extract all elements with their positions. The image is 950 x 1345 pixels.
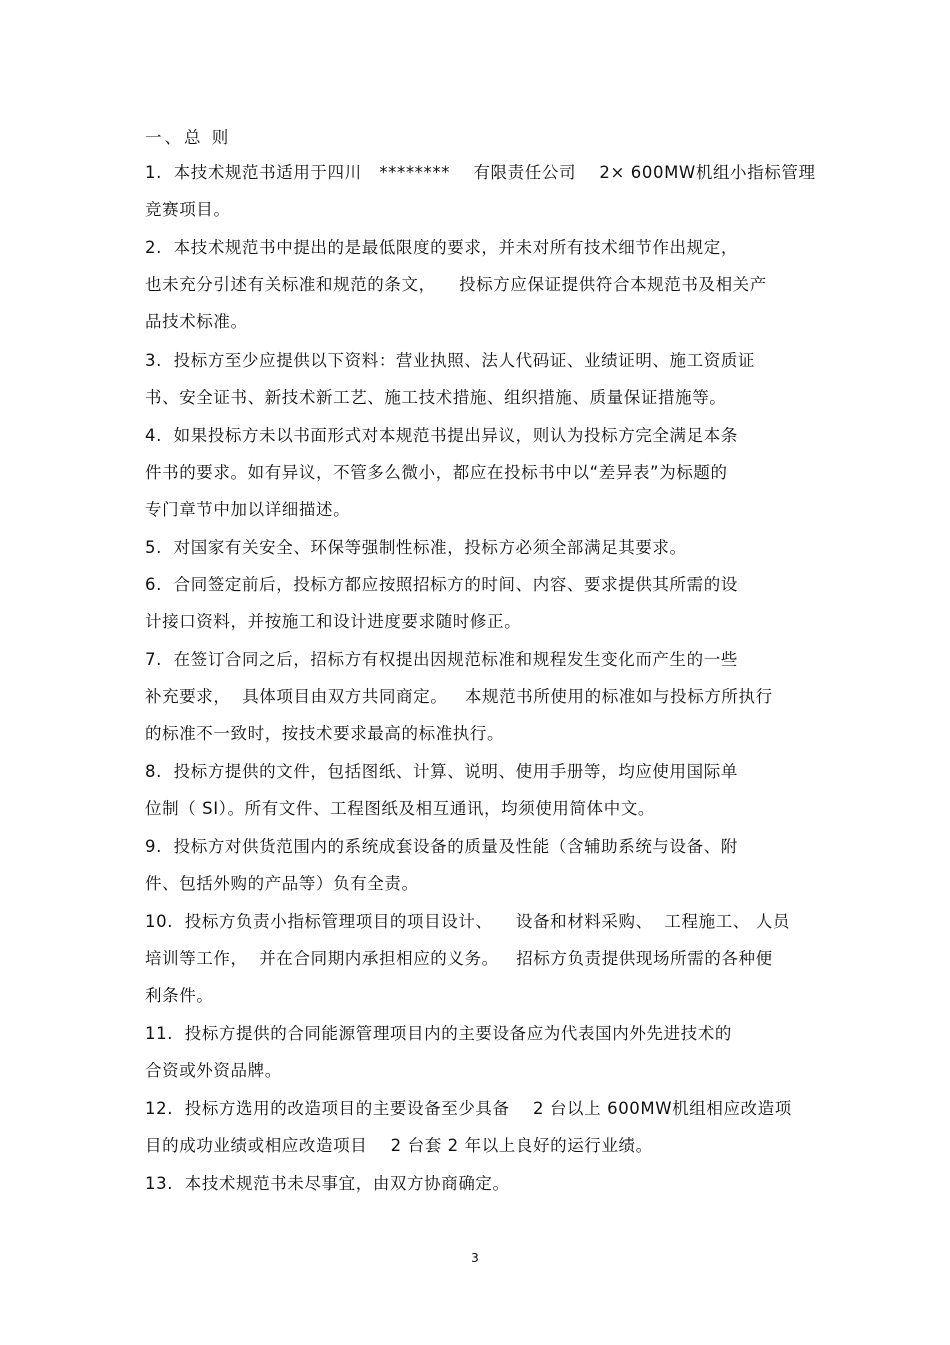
clause-line: 专门章节中加以详细描述。 (145, 500, 351, 519)
clause-line: 1. 本技术规范书适用于四川 ******** 有限责任公司 2× 600MW机组小指标管理 (145, 163, 816, 182)
clause-line: 品技术标准。 (145, 312, 248, 331)
clause-line: 的标准不一致时，按技术要求最高的标准执行。 (145, 724, 505, 743)
clause-line: 11. 投标方提供的合同能源管理项目内的主要设备应为代表国内外先进技术的 (145, 1024, 732, 1043)
clause-line: 8. 投标方提供的文件，包括图纸、计算、说明、使用手册等，均应使用国际单 (145, 762, 738, 781)
clause-line: 利条件。 (145, 986, 214, 1005)
clause-line: 件书的要求。如有异议，不管多么微小，都应在投标书中以“差异表”为标题的 (145, 463, 728, 482)
clause-line: 12. 投标方选用的改造项目的主要设备至少具备 2 台以上 600MW机组相应改造项 (145, 1099, 792, 1118)
clause-3 (145, 342, 825, 416)
clause-2 (145, 229, 825, 340)
section-heading: 一、总 则 (145, 128, 232, 147)
clause-line: 13. 本技术规范书未尽事宜，由双方协商确定。 (145, 1174, 510, 1193)
clause-10 (145, 903, 825, 1014)
clause-6 (145, 566, 825, 640)
clause-line: 培训等工作， 并在合同期内承担相应的义务。 招标方负责提供现场所需的各种便 (145, 949, 773, 968)
clause-line: 补充要求， 具体项目由双方共同商定。 本规范书所使用的标准如与投标方所执行 (145, 687, 773, 706)
clause-8 (145, 753, 825, 827)
clause-line: 5. 对国家有关安全、环保等强制性标准，投标方必须全部满足其要求。 (145, 538, 687, 557)
clause-line: 目的成功业绩或相应改造项目 2 台套 2 年以上良好的运行业绩。 (145, 1136, 653, 1155)
clause-line: 计接口资料，并按施工和设计进度要求随时修正。 (145, 612, 522, 631)
clause-12 (145, 1090, 825, 1164)
clause-line: 书、安全证书、新技术新工艺、施工技术措施、组织措施、质量保证措施等。 (145, 388, 727, 407)
clause-line: 10. 投标方负责小指标管理项目的项目设计、 设备和材料采购、 工程施工、 人员 (145, 912, 790, 931)
clause-5 (145, 529, 825, 566)
clause-line: 3. 投标方至少应提供以下资料：营业执照、法人代码证、业绩证明、施工资质证 (145, 351, 756, 370)
clause-7 (145, 641, 825, 752)
clause-line: 9. 投标方对供货范围内的系统成套设备的质量及性能（含辅助系统与设备、附 (145, 837, 738, 856)
clause-4 (145, 417, 825, 528)
clause-line: 2. 本技术规范书中提出的是最低限度的要求，并未对所有技术细节作出规定， (145, 238, 738, 257)
clause-line: 4. 如果投标方未以书面形式对本规范书提出异议，则认为投标方完全满足本条 (145, 426, 738, 445)
clause-9 (145, 828, 825, 902)
clause-line: 件、包括外购的产品等）负有全责。 (145, 874, 419, 893)
clause-line: 7. 在签订合同之后，招标方有权提出因规范标准和规程发生变化而产生的一些 (145, 650, 738, 669)
clause-13 (145, 1165, 825, 1202)
clause-line: 合资或外资品牌。 (145, 1061, 282, 1080)
clause-line: 6. 合同签定前后，投标方都应按照招标方的时间、内容、要求提供其所需的设 (145, 575, 738, 594)
clause-1 (145, 154, 825, 228)
clause-11 (145, 1015, 825, 1089)
page-number: 3 (471, 1251, 479, 1265)
clause-line: 也未充分引述有关标准和规范的条文， 投标方应保证提供符合本规范书及相关产 (145, 275, 767, 294)
clause-line: 竞赛项目。 (145, 200, 231, 219)
clause-line: 位制（ SI）。所有文件、工程图纸及相互通讯，均须使用简体中文。 (145, 799, 656, 818)
